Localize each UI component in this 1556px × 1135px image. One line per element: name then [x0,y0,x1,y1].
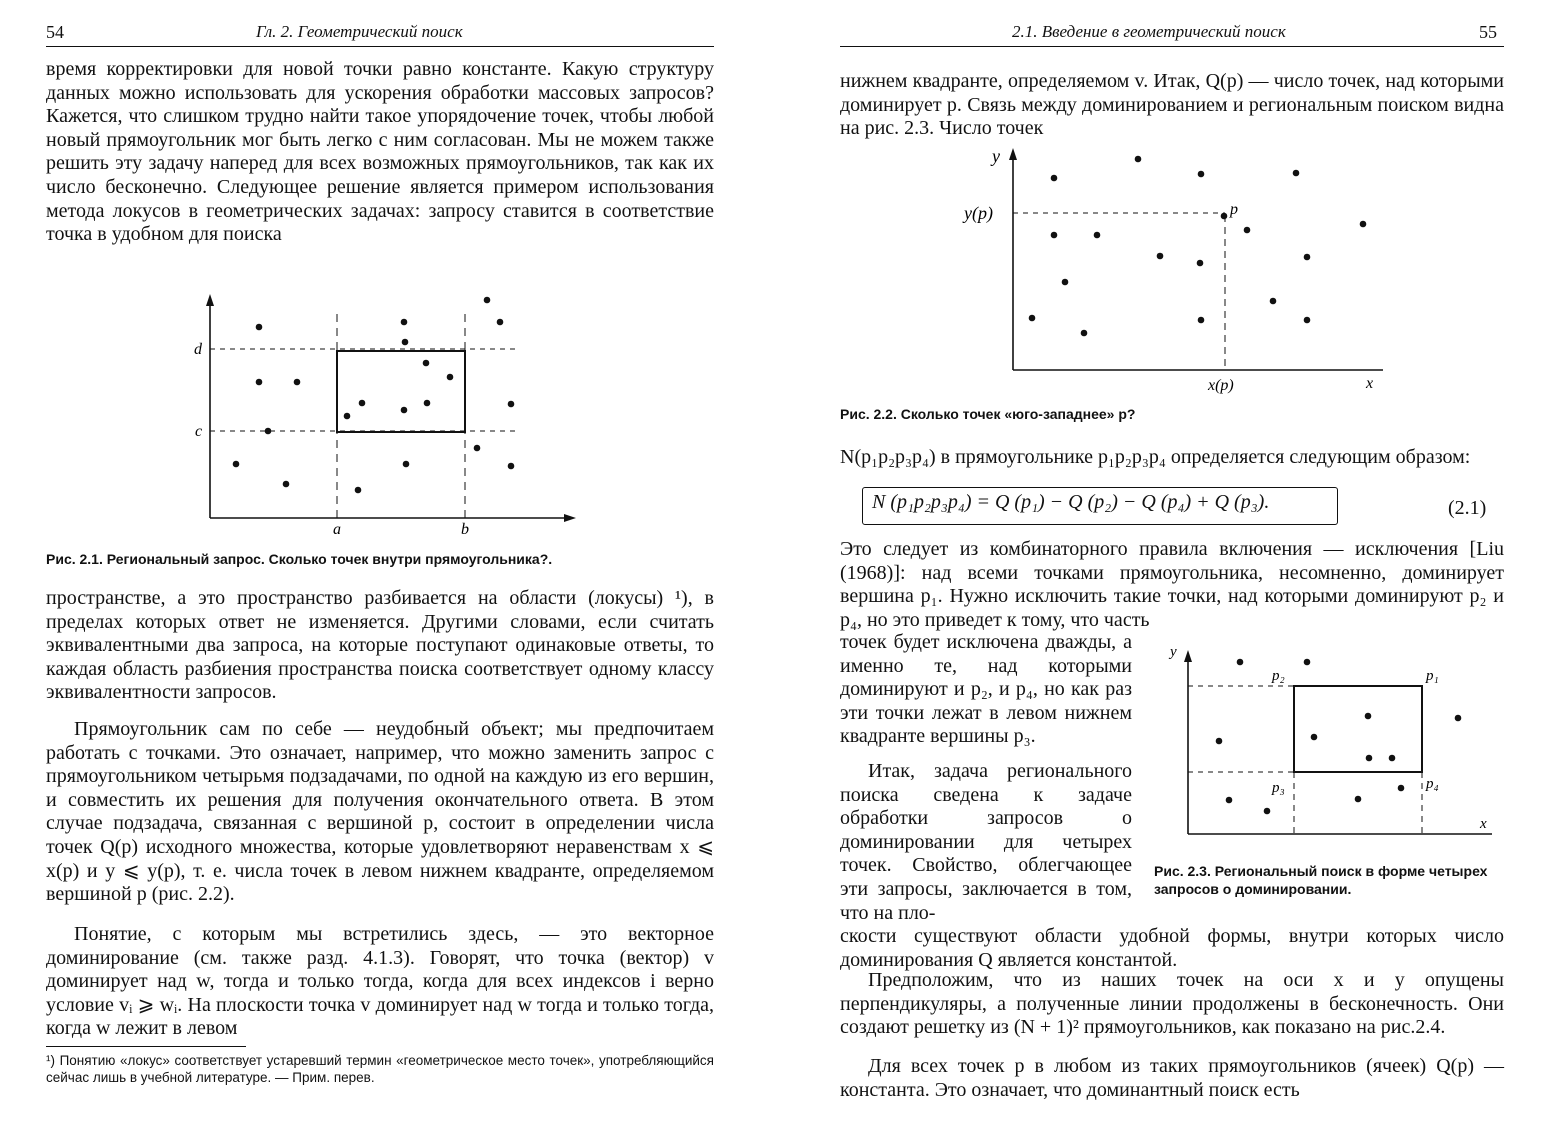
figure-caption: Рис. 2.3. Региональный поиск в форме четырех запросов о доминировании. [1154,863,1488,897]
paragraph: пространстве, а это пространство разбивается на области (локусы) ¹), в пределах которых ответ не изменяется. Другими словами, если считать эквивалентными два запроса, на которые поступают одинаковые ответы, то каждая область разбиения пространства поиска соответствует одному классу эквивалентности запросов. [46,587,714,704]
label-yp: y(p) [964,203,993,223]
paragraph: точек будет исключена дважды, а именно те, над которыми доминируют и p₂, и p₄, но как раз эти точки лежат в левом нижнем квадранте вершины p₃. [840,631,1132,748]
query-rectangle [1294,686,1422,772]
label-y: y [992,146,1000,166]
running-head: Гл. 2. Геометрический поиск [256,22,463,41]
point-p [1221,213,1228,220]
label-p: p [1230,201,1238,218]
page-number: 54 [46,22,64,42]
y-axis-arrow [1009,148,1017,160]
label-x: x [1480,816,1487,832]
footnote-rule [46,1046,246,1047]
running-head: 2.1. Введение в геометрический поиск [1012,22,1286,41]
figure-2-1 [190,292,580,537]
figure-caption: Рис. 2.2. Сколько точек «юго-западнее» p? [840,406,1136,422]
label-d: d [194,341,202,358]
paragraph: N(p₁p₂p₃p₄) в прямоугольнике p₁p₂p₃p₄ определяется следующим образом: [840,446,1471,468]
paragraph: Понятие, с которым мы встретились здесь, — это векторное доминирование (см. также разд. 4.1.3). Говорят, что точка (вектор) v доминирует над w, тогда и только тогда, когда для всех индексов i верно условие vᵢ ⩾ wᵢ. На плоскости точка v доминирует над w тогда и только тогда, когда w лежит в левом [46,923,714,1040]
paragraph: Итак, задача регионального поиска сведена к задаче обработки запросов о доминировании для четырех точек. Свойство, облегчающее эти запросы, заключается в том, что на пло- [840,760,1132,924]
label-c: c [195,423,203,440]
query-rectangle [337,351,465,432]
x-axis-arrow [564,514,576,522]
label-p3: p₃ [1272,780,1285,796]
paragraph: Для всех точек p в любом из таких прямоугольников (ячеек) Q(p) — константа. Это означает, что доминантный поиск есть [840,1055,1504,1101]
figure-caption: Рис. 2.1. Региональный запрос. Сколько точек внутри прямоугольника?. [46,551,553,567]
label-xp: x(p) [1208,377,1234,394]
label-p2: p₂ [1272,668,1285,684]
label-x: x [1366,375,1374,392]
footnote: ¹) Понятию «локус» соответствует устаревший термин «геометрическое место точек», употребляющийся сейчас лишь в учебной литературе. — Прим. перев. [46,1053,714,1085]
header-rule [840,46,1504,47]
points [233,297,515,494]
paragraph: Прямоугольник сам по себе — неудобный объект; мы предпочитаем работать с точками. Это означает, например, что можно заменить запрос с прямоугольником четырьмя подзадачами, по одной на каждую из его вершин, и совместить их решения для получения окончательного ответа. В этом случае подзадача, связанная с вершиной p, состоит в определении числа точек Q(p) исходного множества, которые удовлетворяют неравенствам x ⩽ x(p) и y ⩽ y(p), т. е. числа точек в левом нижнем квадранте, определяемом вершиной p (рис. 2.2). [46,718,714,906]
label-p4: p₄ [1426,776,1439,792]
paragraph: Предположим, что из наших точек на оси x и y опущены перпендикуляры, а полученные линии продолжены в бесконечность. Они создают решетку из (N + 1)² прямоугольников, как показано на рис.2.4. [840,969,1504,1039]
header-rule [46,46,714,47]
points [1216,659,1462,815]
points [1029,156,1367,337]
label-p1: p₁ [1426,668,1439,684]
equation: N (p₁p₂p₃p₄) = Q (p₁) − Q (p₂) − Q (p₄) + Q (p₃). [872,491,1270,513]
y-axis-arrow [206,294,214,306]
equation-number: (2.1) [1448,497,1487,519]
paragraph: нижнем квадранте, определяемом v. Итак, Q(p) — число точек, над которыми доминирует p. Связь между доминированием и региональным поиском видна на рис. 2.3. Число точек [840,70,1504,140]
figure-2-2 [958,140,1398,398]
paragraph: Это следует из комбинаторного правила включения — исключения [Liu (1968)]: над всеми точками прямоугольника, несомненно, доминирует вершина p₁. Нужно исключить такие точки, над которыми доминируют p₂ и p₄, но это приведет к тому, что часть [840,538,1504,631]
paragraph: скости существуют области удобной формы, внутри которых число доминирования Q является константой. [840,925,1504,971]
label-y: y [1170,644,1177,660]
y-axis-arrow [1184,650,1192,662]
right-page [778,0,1556,1135]
label-a: a [333,521,341,537]
label-b: b [461,521,469,537]
page-number: 55 [1479,22,1497,42]
paragraph: время корректировки для новой точки равно константе. Какую структуру данных можно использовать для ускорения обработки массовых запросов? Кажется, что слишком трудно найти такое упорядочение точек, чтобы любой новый прямоугольник мог быть легко с ним согласован. Мы не можем также решить эту задачу наперед для всех возможных прямоугольников, так как их число бесконечно. Следующее решение является примером использования метода локусов в геометрических задачах: запросу ставится в соответствие точка в удобном для поиска [46,58,714,246]
figure-2-3 [1162,640,1504,845]
